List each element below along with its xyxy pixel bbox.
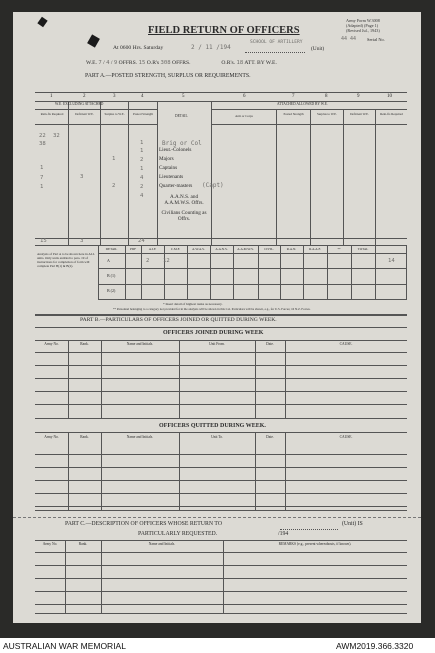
table-rule [35, 604, 407, 605]
hw-figure: 1 [140, 148, 144, 154]
table-col-line [285, 340, 286, 418]
quitted-title: OFFICERS QUITTED DURING WEEK. [159, 423, 266, 429]
at-label: At 0600 Hrs. Saturday [113, 45, 164, 51]
col-number: 6 [243, 94, 246, 99]
table-col-line [101, 540, 102, 613]
analysis-col-line [351, 245, 352, 300]
table-heading: Unit From. [209, 342, 225, 346]
col-heading: Rein-fts Required [380, 112, 403, 116]
table-heading: Unit To. [211, 435, 223, 439]
table-border [211, 124, 407, 125]
rank-label: Quarter-masters [159, 183, 193, 189]
analysis-col-heading: DETAIL [105, 247, 118, 251]
rank-label: Majors [159, 156, 174, 162]
hw-figure: 1 [40, 165, 44, 171]
form-sheet [13, 12, 421, 623]
rank-label: Civilians Counting as Offrs. [161, 210, 207, 222]
table-rule [35, 391, 407, 392]
analysis-col-line [187, 245, 188, 300]
col-line [128, 101, 129, 245]
table-heading: Name and Initials. [148, 542, 176, 546]
hw-figure: 22 [39, 133, 46, 139]
table-rule [35, 404, 407, 405]
analysis-col-heading: PDF [129, 247, 137, 251]
analysis-col-heading: A.A.M.W.S. [237, 247, 254, 251]
table-rule [35, 432, 407, 433]
analysis-row-label: B (1) [107, 273, 116, 278]
unit-label: (Unit) [311, 46, 325, 52]
col-line [276, 109, 277, 245]
col-number: 4 [141, 94, 144, 99]
table-col-line [285, 432, 286, 510]
table-rule [35, 454, 407, 455]
hw-figure: 2 [140, 157, 144, 163]
handwritten-serial: 44 44 [341, 36, 357, 42]
analysis-col-line [233, 245, 234, 300]
table-rule [35, 552, 407, 553]
we-line: W.E. 7 / 4 / 9 OFFRS. 15 O.R's 308 OFFRS. O.R's. 18 ATT. BY W.E. [86, 60, 277, 66]
footnote: ** Personnel belonging to a category not provided for in the analysis will be shown in this Col. Particulars will be shown, e.g., for U.S. Forces; 16 N.Z. Forces. [113, 307, 311, 311]
hw-figure: 1 [40, 184, 44, 190]
col-heading: Deficient W.E. [75, 112, 94, 116]
footer-accession: AWM2019.366.3320 [336, 641, 414, 651]
handwritten-rank-note: (Capt) [202, 182, 224, 189]
table-col-line [68, 340, 69, 418]
punch-mark [37, 17, 47, 28]
analysis-row-line [98, 253, 407, 254]
hw-figure: 38 [39, 141, 46, 147]
section-rule [35, 327, 407, 328]
handwritten-unit: SCHOOL OF ARTILLERY [250, 40, 303, 45]
section-dashed-rule [13, 517, 421, 518]
table-rule [35, 493, 407, 494]
analysis-col-heading: A.I.F. [148, 247, 157, 251]
table-rule [35, 365, 407, 366]
table-rule [35, 378, 407, 379]
hw-figure: 2 [112, 183, 116, 189]
rank-label: Lieutenants [159, 174, 184, 180]
hw-analysis: 2 [146, 258, 150, 264]
hw-total: 3 [80, 238, 84, 244]
col-number: 5 [182, 94, 185, 99]
analysis-col-heading: ** [337, 247, 341, 251]
analysis-col-line [141, 245, 142, 300]
table-heading: Name and Initials. [126, 342, 154, 346]
table-heading: Date. [266, 435, 274, 439]
table-rule [35, 540, 407, 541]
col-line [375, 109, 376, 245]
analysis-col-line [303, 245, 304, 300]
table-heading: Army No. [42, 542, 58, 546]
table-col-line [179, 340, 180, 418]
part-c-title-2: PARTICULARLY REQUESTED. [138, 531, 218, 537]
col-heading: Surplus to W.E. [316, 112, 337, 116]
table-col-line [255, 432, 256, 510]
col-line [100, 101, 101, 245]
analysis-col-heading: A.W.A.S. [192, 247, 205, 251]
detail-heading: DETAIL [175, 114, 188, 118]
hw-figure: 32 [53, 133, 60, 139]
table-border [35, 109, 157, 110]
table-heading: Rank. [80, 342, 89, 346]
col-number: 10 [387, 94, 392, 99]
footer-bar [0, 638, 435, 653]
table-col-line [65, 540, 66, 613]
table-border [35, 92, 407, 93]
col-number: 7 [292, 94, 295, 99]
part-a-title: PART A.—POSTED STRENGTH, SURPLUS OR REQUIREMENTS. [85, 73, 251, 79]
table-rule [35, 591, 407, 592]
col-line [68, 101, 69, 245]
analysis-col-line [375, 245, 376, 300]
hw-figure: 4 [140, 193, 144, 199]
hw-analysis: 12 [163, 258, 170, 264]
col-number: 9 [357, 94, 360, 99]
col-heading: Surplus to W.E. [104, 112, 125, 116]
form-title: FIELD RETURN OF OFFICERS [148, 25, 300, 36]
part-c-date: /194 [278, 531, 289, 537]
analysis-col-heading: A.A.N.S. [215, 247, 228, 251]
table-rule [35, 418, 407, 419]
rank-label: Lieut.-Colonels [159, 147, 192, 153]
col-line [157, 101, 158, 245]
hw-figure: 2 [140, 184, 144, 190]
table-heading: Army No. [44, 342, 59, 346]
table-rule [35, 352, 407, 353]
analysis-row-label: B (2) [107, 288, 116, 293]
col-heading: Posted Strength [132, 112, 154, 116]
table-rule [35, 340, 407, 341]
section-rule [35, 314, 407, 316]
table-col-line [255, 340, 256, 418]
table-rule [35, 613, 407, 614]
analysis-note: Analysis of Part A to be shown here in ALL units. Only units entitled to para. 19 of instructions for completion of form will complete Part B(1) & B(2). [37, 252, 95, 268]
col-number: 8 [325, 94, 328, 99]
col-line [310, 109, 311, 245]
hw-analysis: 14 [388, 258, 395, 264]
col-heading: Rein-fts Required [40, 112, 64, 116]
footnote: * Insert detail of highest ranks as necessary. [163, 302, 223, 306]
analysis-col-line [125, 245, 126, 300]
col-number: 2 [83, 94, 86, 99]
table-border [35, 238, 407, 239]
table-col-line [101, 340, 102, 418]
part-c-blank [280, 529, 338, 530]
analysis-col-line [280, 245, 281, 300]
hw-figure: 1 [112, 156, 116, 162]
table-heading: Date. [266, 342, 274, 346]
col-number: 3 [113, 94, 116, 99]
form-reference: Army Form W.3008 (Adapted) (Page 1) (Revised Jul., 1943) [346, 18, 380, 33]
hw-figure: 4 [140, 175, 144, 181]
table-heading: Army No. [44, 435, 59, 439]
analysis-row-label: A [107, 258, 110, 263]
hw-total: 15 [40, 238, 47, 244]
table-col-line [68, 432, 69, 510]
table-rule [35, 480, 407, 481]
part-c-title: PART C.—DESCRIPTION OF OFFICERS WHOSE RETURN TO [65, 521, 223, 527]
analysis-col-heading: TOTAL [357, 247, 369, 251]
table-heading: Rank. [80, 435, 89, 439]
col-number: 1 [50, 94, 53, 99]
handwritten-rank-note: Brig or Col [162, 140, 202, 147]
serial-label: Serial No. [367, 37, 385, 42]
table-border [35, 124, 157, 125]
part-c-title-unit: (Unit) IS [342, 521, 363, 527]
we-excl-heading: W.E. EXCLUDING ATTACHED [55, 102, 104, 106]
col-line [211, 101, 212, 245]
rank-label: A.A.N.S. and A.A.M.W.S. Offrs. [164, 194, 204, 206]
table-rule [35, 467, 407, 468]
unit-underline [245, 52, 305, 53]
table-heading: CAUSE. [339, 435, 353, 439]
analysis-col-line [258, 245, 259, 300]
analysis-col-line [164, 245, 165, 300]
att-allowed-heading: ATTACHED ALLOWED BY W.E. [277, 102, 328, 106]
analysis-col-line [210, 245, 211, 300]
analysis-row-line [98, 268, 407, 269]
handwritten-date: 2 / 11 /194 [191, 44, 231, 51]
hw-figure: 1 [140, 140, 144, 146]
table-rule [35, 565, 407, 566]
table-rule [35, 510, 407, 511]
table-heading: Name and Initials. [126, 435, 154, 439]
table-rule [35, 506, 407, 507]
footer-source: AUSTRALIAN WAR MEMORIAL [3, 641, 126, 651]
col-heading: Posted Strength [283, 112, 304, 116]
analysis-row-line [98, 284, 407, 285]
table-col-line [223, 540, 224, 613]
part-b-title: PART B.—PARTICULARS OF OFFICERS JOINED OR QUITTED DURING WEEK. [80, 317, 277, 323]
analysis-col-heading: R.A.A.F. [309, 247, 321, 251]
analysis-col-heading: R.A.N. [286, 247, 297, 251]
analysis-col-line [327, 245, 328, 300]
punch-mark [87, 34, 100, 47]
joined-title: OFFICERS JOINED DURING WEEK [163, 330, 264, 336]
rank-label: Captains [159, 165, 178, 171]
hw-figure: 3 [80, 174, 84, 180]
table-col-line [101, 432, 102, 510]
table-heading: Rank. [78, 542, 88, 546]
table-heading: REMARKS (e.g., present whereabouts, if known). [278, 542, 352, 546]
table-heading: CAUSE. [339, 342, 353, 346]
analysis-col-heading: C.M.F. [170, 247, 181, 251]
table-col-line [179, 432, 180, 510]
hw-figure: 7 [40, 175, 44, 181]
hw-total: 24 [138, 238, 145, 244]
table-rule [35, 578, 407, 579]
col-heading: Arm or Corps [235, 114, 253, 118]
hw-figure: 1 [140, 166, 144, 172]
analysis-col-heading: CIVIL. [264, 247, 274, 251]
col-heading: Deficient W.E. [350, 112, 369, 116]
col-line [343, 109, 344, 245]
table-border [211, 109, 407, 110]
